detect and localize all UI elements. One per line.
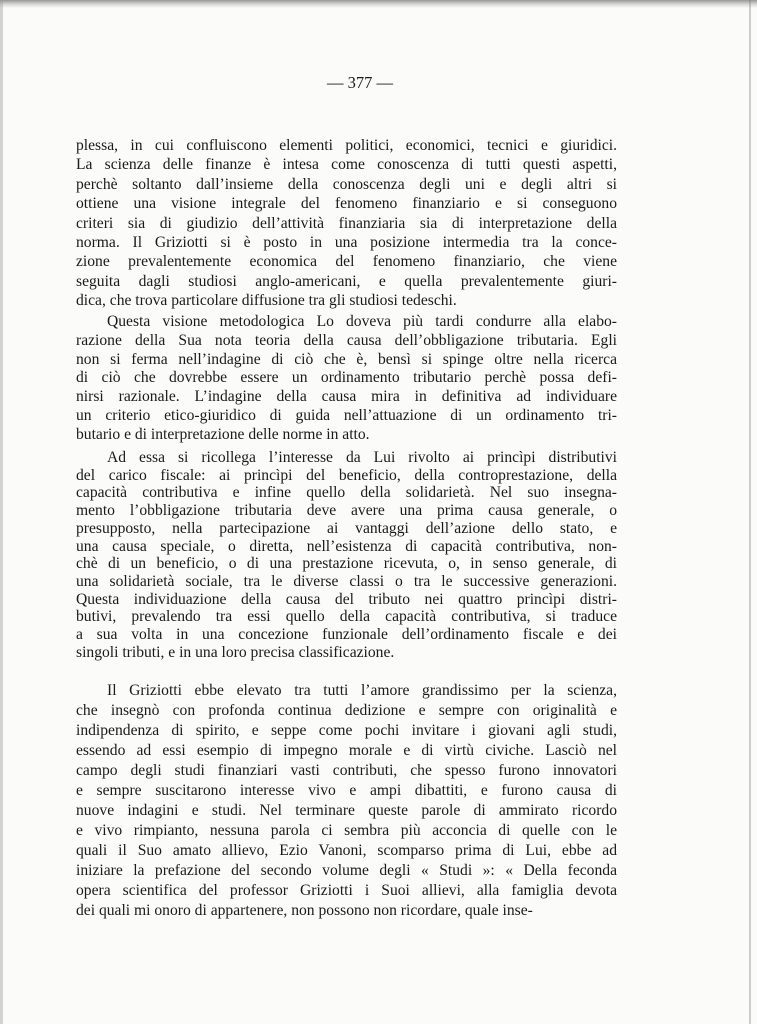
text-line: nirsi razionale. L’indagine della causa mira in definitiva ad individuare: [76, 388, 617, 406]
text-line: quali il Suo amato allievo, Ezio Vanoni, scomparso prima di Lui, ebbe ad: [76, 842, 617, 859]
scan-top-edge: [0, 0, 757, 8]
text-line: mento l’obbligazione tributaria deve avere una prima causa generale, o: [76, 502, 617, 520]
paragraph-4: [76, 681, 617, 921]
text-line: butario e di interpretazione delle norme in atto.: [76, 425, 370, 443]
scan-right-edge: [749, 0, 751, 1024]
scan-left-edge: [0, 0, 3, 1024]
text-line: a sua volta in una concezione funzionale dell’ordinamento fiscale e dei: [76, 626, 617, 644]
text-line: Il Griziotti ebbe elevato tra tutti l’amore grandissimo per la scienza,: [107, 682, 617, 699]
text-line: presupposto, nella partecipazione ai vantaggi dell’azione dello stato, e: [76, 519, 617, 537]
paragraph-1: [76, 136, 617, 311]
paragraph-2: [76, 313, 617, 445]
text-line: norma. Il Griziotti si è posto in una posizione intermedia tra la conce-: [76, 234, 617, 252]
text-line: razione della Sua nota teoria della causa dell’obbligazione tributaria. Egli: [76, 331, 617, 349]
text-line: iniziare la prefazione del secondo volume degli « Studi »: « Della feconda: [76, 862, 617, 879]
text-line: Ad essa si ricollega l’interesse da Lui rivolto ai princìpi distributivi: [107, 449, 617, 466]
text-line: plessa, in cui confluiscono elementi politici, economici, tecnici e giuridici.: [76, 137, 617, 154]
text-line: perchè soltanto dall’insieme della conoscenza degli uni e degli altri si: [76, 175, 617, 193]
text-line: ottiene una visione integrale del fenomeno finanziario e si conseguono: [76, 195, 617, 213]
text-line: essendo ad essi esempio di impegno morale e di virtù civiche. Lasciò nel: [76, 742, 617, 759]
text-line: seguita dagli studiosi anglo-americani, e quella prevalentemente giuri-: [76, 272, 617, 290]
text-line: capacità contributiva e infine quello della solidarietà. Nel suo insegna-: [76, 484, 617, 502]
paragraph-3: [76, 449, 617, 661]
text-line: che insegnò con profonda continua dedizione e sempre con originalità e: [76, 702, 617, 719]
text-line: Questa individuazione della causa del tributo nei quattro princìpi distri-: [76, 590, 617, 608]
text-line: una solidarietà sociale, tra le diverse classi o tra le successive generazioni.: [76, 572, 617, 590]
text-line: e sempre suscitarono interesse vivo e ampi dibattiti, e furono causa di: [76, 782, 617, 799]
text-line: chè di un beneficio, o di una prestazione ricevuta, o, in senso generale, di: [76, 555, 617, 573]
text-line: La scienza delle finanze è intesa come conoscenza di tutti questi aspetti,: [76, 156, 617, 174]
text-line: non si ferma nell’indagine di ciò che è, bensì si spinge oltre nella ricerca: [76, 350, 617, 368]
page-number: — 377 —: [327, 73, 393, 92]
text-line: dei quali mi onoro di appartenere, non possono non ricordare, quale inse-: [76, 902, 533, 919]
text-line: butivi, prevalendo tra essi quello della capacità contributiva, si traduce: [76, 608, 617, 626]
text-line: indipendenza di spirito, e seppe come pochi invitare i giovani agli studi,: [76, 722, 617, 739]
text-line: zione prevalentemente economica del fenomeno finanziario, che viene: [76, 253, 617, 271]
text-line: di ciò che dovrebbe essere un ordinamento tributario perchè possa defi-: [76, 369, 617, 387]
text-line: del carico fiscale: ai princìpi del beneficio, della controprestazione, della: [76, 466, 617, 484]
text-line: una causa speciale, o diretta, nell’esistenza di capacità contributiva, non-: [76, 537, 617, 555]
text-line: criteri sia di giudizio dell’attività finanziaria sia di interpretazione della: [76, 214, 617, 232]
text-line: un criterio etico-giuridico di guida nell’attuazione di un ordinamento tri-: [76, 406, 617, 424]
text-line: singoli tributi, e in una loro precisa classificazione.: [76, 643, 395, 661]
text-line: campo degli studi finanziari vasti contributi, che spesso furono innovatori: [76, 762, 617, 779]
text-line: nuove indagini e studi. Nel terminare queste parole di ammirato ricordo: [76, 802, 617, 819]
text-line: Questa visione metodologica Lo doveva più tardi condurre alla elabo-: [107, 313, 617, 330]
text-line: dica, che trova particolare diffusione tra gli studiosi tedeschi.: [76, 292, 457, 310]
text-line: e vivo rimpianto, nessuna parola ci sembra più acconcia di quelle con le: [76, 822, 617, 839]
text-line: opera scientifica del professor Griziotti i Suoi allievi, alla famiglia devota: [76, 882, 617, 899]
